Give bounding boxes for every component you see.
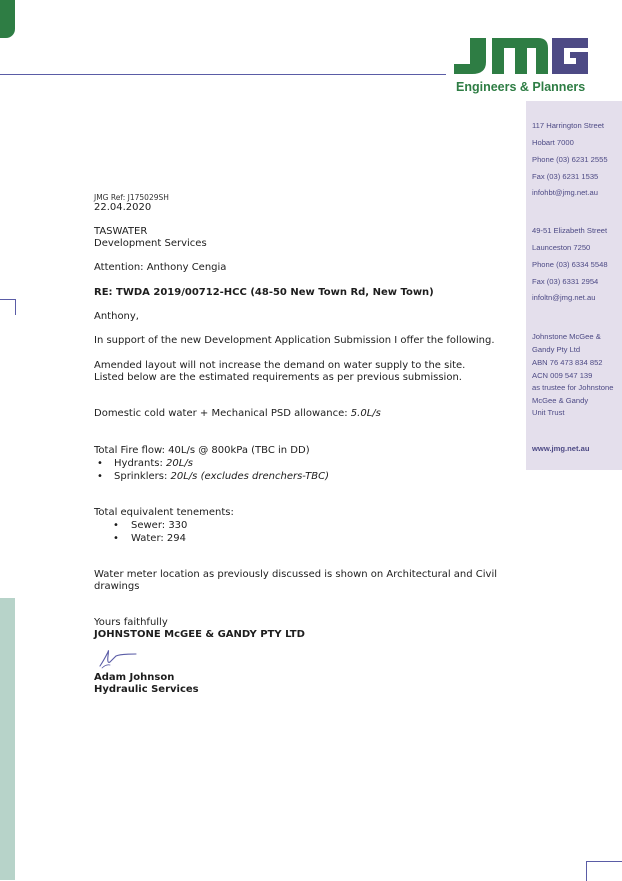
launceston-city: Launceston 7250 [532, 243, 591, 252]
hobart-phone: Phone (03) 6231 2555 [532, 155, 608, 164]
paragraph-line: Listed below are the estimated requirements as per previous submission. [94, 372, 462, 383]
hobart-address: 117 Harrington Street [532, 121, 605, 130]
bullet-icon: • [97, 471, 103, 482]
company-line-5: as trustee for Johnstone [532, 383, 614, 392]
hobart-fax: Fax (03) 6231 1535 [532, 172, 599, 181]
fold-mark [0, 299, 16, 315]
domestic-water-line [94, 408, 381, 420]
fire-item-label: Sprinklers: [114, 471, 171, 482]
subject-line: RE: TWDA 2019/00712-HCC (48-50 New Town Rd, New Town) [94, 287, 434, 298]
bullet-icon: • [113, 533, 119, 544]
company-acn: ACN 009 547 139 [532, 371, 593, 380]
jmg-logo [452, 38, 592, 78]
hobart-city: Hobart 7000 [532, 138, 574, 147]
tagline: Engineers & Planners [456, 80, 586, 94]
bullet-icon: • [97, 458, 103, 469]
tenement-item: Sewer: 330 [131, 520, 188, 531]
meter-location-line: drawings [94, 581, 140, 592]
attention-line: Attention: Anthony Cengia [94, 262, 227, 273]
fire-item-label: Hydrants: [114, 458, 167, 469]
launceston-address: 49-51 Elizabeth Street [532, 226, 608, 235]
fire-item [114, 458, 193, 470]
launceston-email-link[interactable]: infoltn@jmg.net.au [532, 293, 596, 302]
signer-name: Adam Johnson [94, 672, 175, 683]
domestic-water-label: Domestic cold water + Mechanical PSD allowance: [94, 408, 351, 419]
company-signature-name: JOHNSTONE McGEE & GANDY PTY LTD [94, 629, 305, 640]
fire-item [114, 471, 329, 483]
company-line-6: McGee & Gandy [532, 396, 589, 405]
letter-date: 22.04.2020 [94, 202, 152, 213]
meter-location-line: Water meter location as previously discussed is shown on Architectural and Civil [94, 569, 498, 580]
paragraph-line: Amended layout will not increase the demand on water supply to the site. [94, 360, 466, 371]
company-line-7: Unit Trust [532, 408, 565, 417]
reference-number: JMG Ref: J175029SH [94, 193, 169, 202]
company-line-1: Johnstone McGee & [532, 332, 601, 341]
launceston-fax: Fax (03) 6331 2954 [532, 277, 599, 286]
website-link[interactable]: www.jmg.net.au [532, 444, 590, 453]
closing: Yours faithfully [94, 617, 168, 628]
fire-flow-line: Total Fire flow: 40L/s @ 800kPa (TBC in DD) [94, 445, 310, 456]
contact-sidebar [526, 101, 622, 470]
handwritten-signature [96, 644, 140, 670]
intro-paragraph: In support of the new Development Application Submission I offer the following. [94, 335, 495, 346]
domestic-water-value: 5.0L/s [350, 408, 381, 419]
bullet-icon: • [113, 520, 119, 531]
margin-bar-decoration [0, 598, 15, 880]
header-rule [0, 74, 446, 75]
fire-item-value: 20L/s [166, 458, 193, 469]
fire-item-value: 20L/s (excludes drenchers-TBC) [170, 471, 330, 482]
recipient-org: TASWATER [94, 226, 148, 237]
recipient-dept: Development Services [94, 238, 207, 249]
hobart-email-link[interactable]: infohbt@jmg.net.au [532, 188, 598, 197]
launceston-phone: Phone (03) 6334 5548 [532, 260, 608, 269]
tenements-title: Total equivalent tenements: [94, 507, 234, 518]
tenement-item: Water: 294 [131, 533, 187, 544]
salutation: Anthony, [94, 311, 139, 322]
company-abn: ABN 76 473 834 852 [532, 358, 603, 367]
corner-tab-decoration [0, 0, 15, 38]
signer-title: Hydraulic Services [94, 684, 199, 695]
corner-bracket-decoration [586, 861, 622, 881]
company-line-2: Gandy Pty Ltd [532, 345, 581, 354]
